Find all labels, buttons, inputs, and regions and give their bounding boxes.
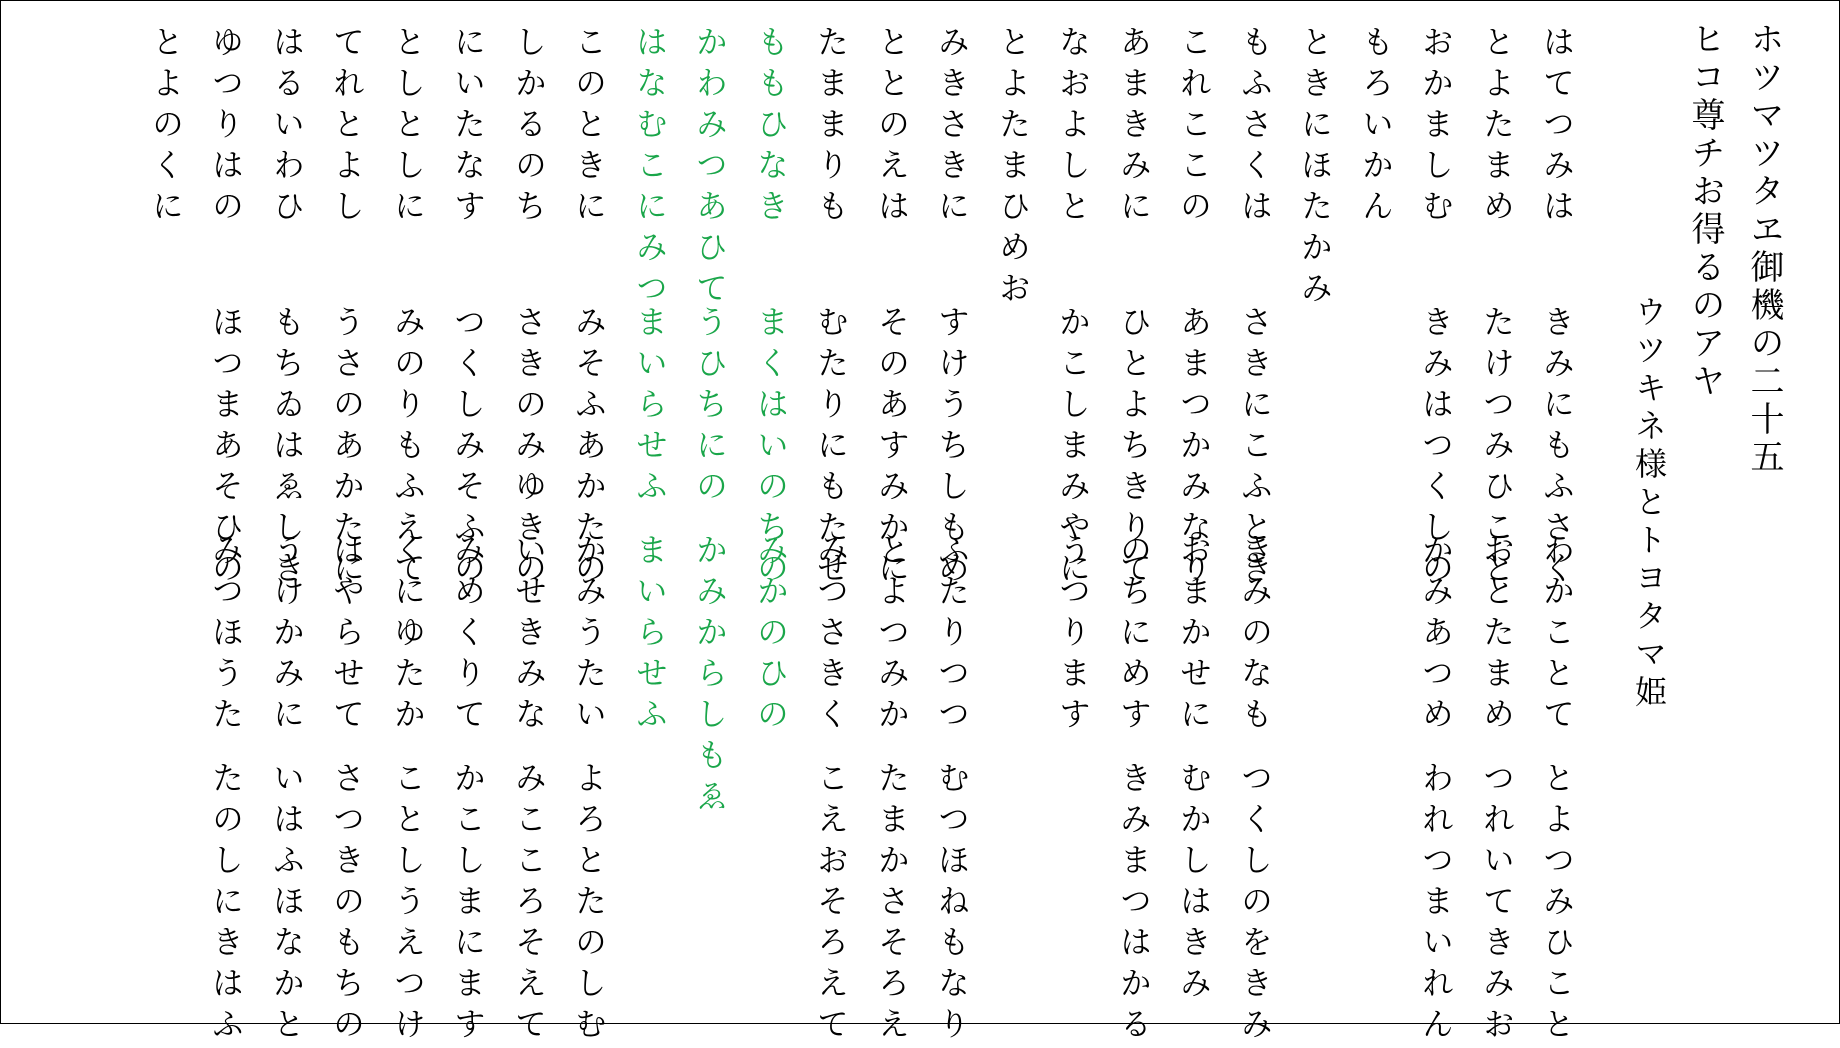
poem-line: まいらせふ: [631, 533, 669, 738]
poem-line: うつります: [1054, 533, 1092, 738]
poem-line: ととのえは: [873, 25, 911, 230]
poem-line: さつきのもちの: [328, 761, 366, 1048]
poem-line: たまかさそろえ: [873, 761, 911, 1048]
poem-line: とよつみか: [873, 533, 911, 738]
poem-line: まいらせふ: [631, 305, 669, 510]
poem-line: みこころそえて: [510, 761, 548, 1048]
poem-line: はるいわひ: [268, 25, 306, 230]
poem-line: われつまいれん: [1417, 761, 1455, 1048]
poem-line: もちゐはゑしき: [268, 305, 306, 592]
poem-line: むたりにもたせ: [812, 305, 850, 592]
poem-line: さきにこふとき: [1236, 305, 1274, 592]
poem-line: みつさきく: [812, 533, 850, 738]
poem-line: みきさきに: [933, 25, 971, 230]
poem-line: かこしまみやに: [1054, 305, 1092, 592]
poem-line: うさのあかたに: [328, 305, 366, 592]
poem-line: もふさくは: [1236, 25, 1274, 230]
poem-line: つれいてきみお: [1478, 761, 1516, 1048]
poem-line: まくはいのちの: [752, 305, 790, 592]
document-subtitle: [1685, 21, 1725, 401]
poem-line: かみうたい: [570, 533, 608, 738]
poem-line: きみまつはかる: [1115, 761, 1153, 1048]
poem-line: うけかみに: [268, 533, 306, 738]
poem-line: みそふあかたの: [570, 305, 608, 592]
subtitle-text: ヒコ尊チお得るのアヤ: [1685, 21, 1725, 401]
poem-line: きみにもふさく: [1538, 305, 1576, 592]
poem-line: たままりも: [812, 25, 850, 230]
poem-line: みつほうた: [207, 533, 245, 738]
poem-line: もろいかん: [1357, 25, 1395, 230]
poem-line: むつほねもなり: [933, 761, 971, 1048]
poem-line: そのあすみかに: [873, 305, 911, 592]
poem-line: あまつかみなり: [1175, 305, 1213, 592]
poem-line: はやらせて: [328, 533, 366, 738]
poem-line: みかのひの: [752, 533, 790, 738]
poem-line: きみはつくしの: [1417, 305, 1455, 592]
poem-line: いはふほなかと: [268, 761, 306, 1048]
document-author: [1630, 295, 1668, 713]
poem-line: よろとたのしむ: [570, 761, 608, 1048]
poem-line: かみからしもゑ: [691, 533, 729, 820]
poem-line: とよつみひこと: [1538, 761, 1576, 1048]
poem-line: なおよしと: [1054, 25, 1092, 230]
poem-line: たのしにきはふ: [207, 761, 245, 1048]
poem-line: しかるのち: [510, 25, 548, 230]
poem-line: みめくりて: [449, 533, 487, 738]
poem-line: はなむこにみつ: [631, 25, 669, 312]
poem-line: これここの: [1175, 25, 1213, 230]
poem-line: ふたりつつ: [933, 533, 971, 738]
poem-line: かこしまにます: [449, 761, 487, 1048]
poem-line: のちにめす: [1115, 533, 1153, 738]
poem-line: かわみつあひて: [691, 25, 729, 312]
poem-line: としとしに: [389, 25, 427, 230]
poem-line: ときにほたかみ: [1296, 25, 1334, 312]
poem-line: とよたまひめお: [994, 25, 1032, 312]
poem-line: こえおそろえて: [812, 761, 850, 1048]
poem-line: あまきみに: [1115, 25, 1153, 230]
poem-line: はてつみは: [1538, 25, 1576, 230]
poem-line: たけつみひこと: [1478, 305, 1516, 592]
poem-line: つくしのをきみ: [1236, 761, 1274, 1048]
poem-line: みのりもふえて: [389, 305, 427, 592]
poem-line: むかしはきみ: [1175, 761, 1213, 1007]
title-text: ホツマツタヱ御機の二十五: [1744, 21, 1784, 477]
poem-line: おまかせに: [1175, 533, 1213, 738]
poem-line: さきのみゆきの: [510, 305, 548, 592]
poem-line: つくしみそふの: [449, 305, 487, 592]
poem-line: とよたまめ: [1478, 25, 1516, 230]
poem-line: ももひなき: [752, 25, 790, 230]
poem-line: きみのなも: [1236, 533, 1274, 738]
poem-line: ほつまあそひの: [207, 305, 245, 592]
poem-line: うひちにの: [691, 305, 729, 510]
poem-line: かみあつめ: [1417, 533, 1455, 738]
poem-line: わかことて: [1538, 533, 1576, 738]
poem-line: すけうちしもめ: [933, 305, 971, 592]
poem-line: くにゆたか: [389, 533, 427, 738]
poem-line: てれとよし: [328, 25, 366, 230]
poem-line: ことしうえつけ: [389, 761, 427, 1048]
poem-line: おとたまめ: [1478, 533, 1516, 738]
author-text: ウツキネ様とトヨタマ姫: [1630, 295, 1668, 713]
poem-line: とよのくに: [147, 25, 185, 230]
poem-line: ひとよちきりて: [1115, 305, 1153, 592]
poem-line: にいたなす: [449, 25, 487, 230]
poem-line: このときに: [570, 25, 608, 230]
poem-line: ゆつりはの: [207, 25, 245, 230]
document-title: [1744, 21, 1784, 477]
poem-line: いせきみな: [510, 533, 548, 738]
poem-line: おかましむ: [1417, 25, 1455, 230]
